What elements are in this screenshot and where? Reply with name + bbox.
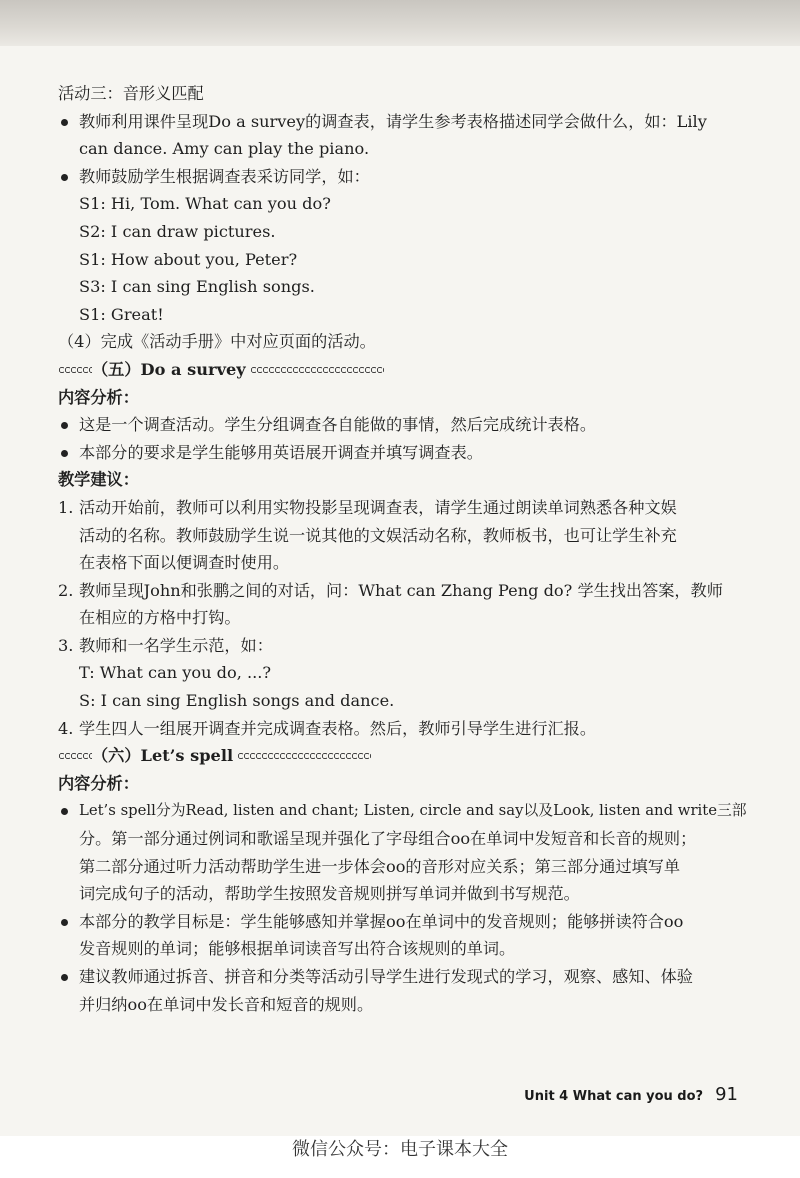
item-line: 教师呈现John和张鹏之间的对话，问：What can Zhang Peng do? 学生找出答案，教师: [79, 580, 723, 600]
item-line: 学生四人一组展开调查并完成调查表格。然后，教师引导学生进行汇报。: [79, 718, 596, 738]
book-page: [0, 46, 800, 1136]
item-line: 在表格下面以便调查时使用。: [79, 553, 290, 573]
wave-decoration: [237, 752, 371, 760]
bullet-item: [58, 963, 748, 1018]
wave-decoration: [58, 366, 92, 374]
activity-title: 活动三：音形义匹配: [58, 84, 204, 103]
page-number: 91: [715, 1084, 738, 1105]
bullet-line: 并归纳oo在单词中发长音和短音的规则。: [79, 994, 374, 1014]
bullet-line: 分。第一部分通过例词和歌谣呈现并强化了字母组合oo在单词中发短音和长音的规则；: [79, 829, 697, 849]
bullet-line: 发音规则的单词；能够根据单词读音写出符合该规则的单词。: [79, 939, 516, 959]
numbered-item: [58, 494, 748, 577]
bullet-line: Let’s spell分为Read, listen and chant; Listen, circle and say以及Look, listen and write三部: [79, 802, 747, 820]
bullet-line: 本部分的要求是学生能够用英语展开调查并填写调查表。: [79, 442, 483, 462]
wave-decoration: [58, 752, 92, 760]
dialogue-line: S1: Great!: [79, 304, 164, 324]
bullet-line: 教师利用课件呈现Do a survey的调查表，请学生参考表格描述同学会做什么，如：Lily: [79, 111, 707, 131]
numbered-item: [58, 577, 748, 632]
scan-top-strip: [0, 0, 800, 46]
bullet-line: 教师鼓励学生根据调查表采访同学，如：: [79, 166, 370, 186]
item-number: 1.: [58, 497, 74, 517]
dialogue-block: [58, 190, 748, 328]
watermark-caption: 微信公众号：电子课本大全: [0, 1136, 800, 1178]
bullet-item: [58, 908, 748, 963]
page-content: [58, 80, 748, 1018]
suggestion-heading: 教学建议：: [58, 470, 139, 490]
footer-unit: Unit 4 What can you do?: [524, 1089, 704, 1104]
content-heading: 内容分析：: [58, 773, 139, 793]
bullet-item: [58, 797, 748, 907]
dialogue-line: S1: Hi, Tom. What can you do?: [79, 194, 331, 214]
bullet-line: can dance. Amy can play the piano.: [79, 139, 370, 159]
section-title-text: （六）Let’s spell: [92, 746, 234, 766]
section-5-title: [58, 356, 748, 384]
wave-decoration: [250, 366, 384, 374]
numbered-item: [58, 632, 748, 660]
section-title-text: （五）Do a survey: [92, 359, 246, 379]
dialogue-line: S: I can sing English songs and dance.: [79, 691, 395, 711]
bullet-line: 建议教师通过拆音、拼音和分类等活动引导学生进行发现式的学习，观察、感知、体验: [79, 967, 693, 986]
dialogue-line: S1: How about you, Peter?: [79, 249, 298, 269]
item-line: 教师和一名学生示范，如：: [79, 635, 273, 655]
item-number: 2.: [58, 580, 74, 600]
bullet-item: [58, 439, 748, 467]
demo-dialogue: [58, 659, 748, 714]
dialogue-line: S2: I can draw pictures.: [79, 221, 276, 241]
bullet-line: 第二部分通过听力活动帮助学生进一步体会oo的音形对应关系；第三部分通过填写单: [79, 856, 681, 876]
page-footer: [524, 1084, 738, 1105]
dialogue-line: S3: I can sing English songs.: [79, 277, 315, 297]
item-number: 4.: [58, 718, 74, 738]
step-4: （4）完成《活动手册》中对应页面的活动。: [58, 332, 376, 352]
item-number: 3.: [58, 635, 74, 655]
item-line: 活动的名称。教师鼓励学生说一说其他的文娱活动名称，教师板书，也可让学生补充: [79, 525, 677, 545]
bullet-line: 这是一个调查活动。学生分组调查各自能做的事情，然后完成统计表格。: [79, 415, 596, 435]
bullet-line: 本部分的教学目标是：学生能够感知并掌握oo在单词中的发音规则；能够拼读符合oo: [79, 911, 684, 931]
item-line: 在相应的方格中打钩。: [79, 608, 241, 628]
dialogue-line: T: What can you do, ...?: [79, 663, 272, 683]
numbered-item: [58, 715, 748, 743]
bullet-item: [58, 411, 748, 439]
bullet-line: 词完成句子的活动，帮助学生按照发音规则拼写单词并做到书写规范。: [79, 884, 580, 904]
bullet-item: [58, 108, 748, 163]
section-6-title: [58, 742, 748, 770]
item-line: 活动开始前，教师可以利用实物投影呈现调查表，请学生通过朗读单词熟悉各种文娱: [79, 497, 677, 517]
content-heading: 内容分析：: [58, 387, 139, 407]
bullet-item: [58, 163, 748, 191]
